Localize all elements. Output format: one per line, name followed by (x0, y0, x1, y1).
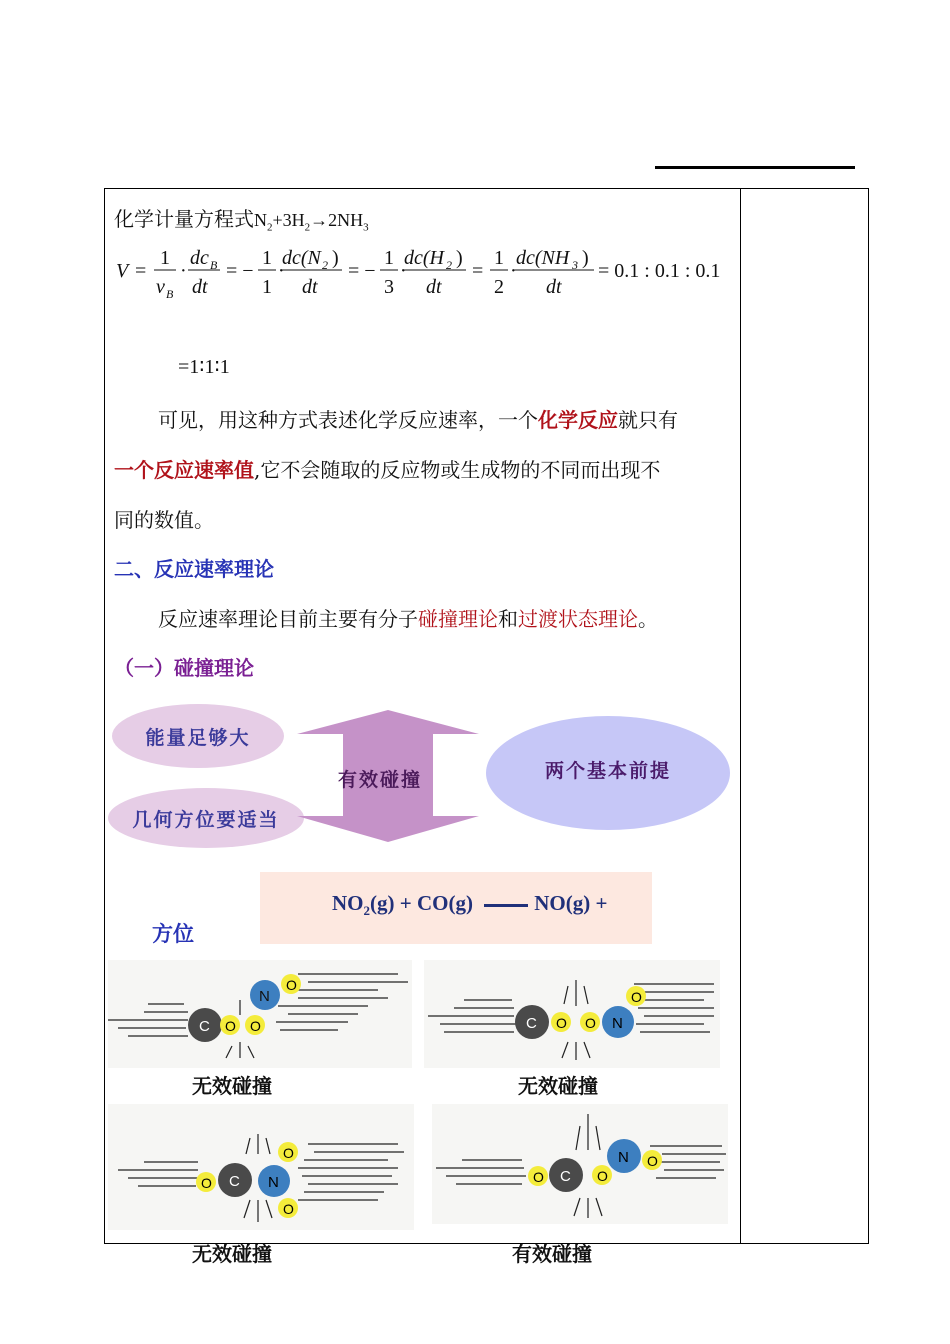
collision-panel-2 (424, 960, 720, 1068)
svg-text:N: N (259, 988, 270, 1005)
f1-den: v (156, 276, 165, 298)
para2-highlight: 一个反应速率值 (114, 458, 254, 482)
header-rule (655, 166, 855, 169)
svg-text:): ) (456, 247, 463, 269)
svg-text:·: · (510, 260, 517, 282)
svg-text:O: O (201, 1175, 212, 1191)
f4-num: dc(N (282, 247, 321, 269)
f2-num-sub: B (210, 258, 218, 272)
f4-den: dt (302, 276, 318, 298)
rate-v: V (116, 260, 129, 282)
svg-text:N: N (618, 1149, 629, 1166)
collision-theory-term: 碰撞理论 (418, 607, 498, 631)
collision-panel-3 (108, 1104, 414, 1230)
f4-num-sub: 2 (322, 258, 328, 272)
stoich-label: 化学计量方程式 (114, 207, 254, 231)
transition-state-term: 过渡状态理论 (518, 607, 638, 631)
collision-caption-1: 无效碰撞 (192, 1074, 272, 1098)
stoich-arrow: → (310, 210, 329, 230)
svg-text:= −: = − (348, 260, 376, 282)
svg-text:O: O (597, 1168, 608, 1184)
svg-text:): ) (332, 247, 339, 269)
collision-panel-4 (432, 1104, 728, 1224)
svg-text:N: N (268, 1174, 279, 1191)
effective-collision-label: 有效碰撞 (338, 769, 423, 791)
f6-num: dc(H (404, 247, 444, 269)
f5-den: 3 (384, 276, 394, 298)
orientation-ellipse: 几何方位要适当 (108, 788, 304, 848)
svg-text:C: C (229, 1173, 240, 1190)
reaction-no: NO (332, 891, 364, 915)
collision-caption-3: 无效碰撞 (192, 1242, 272, 1266)
stoich-nh: 2NH (328, 210, 364, 230)
paragraph-2 (158, 603, 658, 632)
para1-text: 可见，用这种方式表述化学反应速率，一个 (158, 408, 538, 432)
para2-text: ,它不会随取的反应物或生成物的不同而出现不 (254, 458, 661, 482)
section-heading: 二、反应速率理论 (114, 557, 274, 581)
stoich-h-sub: 2 (304, 221, 311, 234)
svg-text:·: · (278, 260, 285, 282)
paragraph-1-line-2 (114, 454, 660, 483)
svg-text:C: C (199, 1018, 210, 1035)
rate-result: = 0.1 : 0.1 : 0.1 (598, 260, 721, 282)
svg-text:C: C (526, 1015, 537, 1032)
stoich-line (114, 203, 369, 234)
paragraph-1-line-3: 同的数值。 (114, 508, 214, 532)
svg-text:O: O (556, 1015, 567, 1031)
reaction-no-sub: 2 (363, 903, 370, 919)
stoich-n-sub: 2 (267, 221, 273, 234)
table-column-divider (740, 188, 741, 1244)
f8-num-sub: 3 (572, 258, 578, 272)
collision-caption-4: 有效碰撞 (512, 1242, 592, 1266)
subsection-heading: （一）碰撞理论 (114, 656, 254, 680)
reaction-product: NO(g) + (534, 891, 608, 915)
f7-den: 2 (494, 276, 504, 298)
svg-text:O: O (283, 1201, 294, 1217)
reaction-co: (g) + CO(g) (370, 891, 473, 915)
reaction-equation (332, 891, 607, 919)
collision-caption-2: 无效碰撞 (518, 1074, 598, 1098)
f1-den-sub: B (166, 287, 174, 301)
svg-text:O: O (585, 1015, 596, 1031)
f1-num: 1 (160, 247, 170, 269)
svg-text:C: C (560, 1168, 571, 1185)
svg-text:N: N (612, 1015, 623, 1032)
svg-text:·: · (180, 260, 187, 282)
f7-num: 1 (494, 247, 504, 269)
f6-den: dt (426, 276, 442, 298)
f8-num: dc(NH (516, 247, 570, 269)
stoich-nh-sub: 3 (363, 221, 369, 234)
stoich-h: +3H (272, 210, 305, 230)
svg-text:O: O (286, 977, 297, 993)
paragraph-1-line-1 (158, 404, 678, 433)
svg-text:): ) (582, 247, 589, 269)
energy-ellipse: 能量足够大 (112, 704, 284, 768)
f2-num: dc (190, 247, 209, 269)
f3-den: 1 (262, 276, 272, 298)
para4-text: 反应速率理论目前主要有分子 (158, 607, 418, 631)
para1-text-end: 就只有 (618, 408, 678, 432)
ratio-line: =1∶1∶1 (178, 356, 230, 378)
para4-and: 和 (498, 607, 518, 631)
svg-text:O: O (631, 989, 642, 1005)
f5-num: 1 (384, 247, 394, 269)
f2-den: dt (192, 276, 208, 298)
svg-text:O: O (225, 1018, 236, 1034)
svg-text:·: · (400, 260, 407, 282)
stoich-n: N (254, 210, 267, 230)
collision-panel-1 (108, 960, 412, 1068)
svg-text:O: O (533, 1169, 544, 1185)
rate-equation (110, 240, 730, 304)
para4-end: 。 (638, 607, 658, 631)
svg-text:O: O (283, 1145, 294, 1161)
f6-num-sub: 2 (446, 258, 452, 272)
f8-den: dt (546, 276, 562, 298)
orientation-label: 方位 (152, 921, 194, 946)
para1-highlight: 化学反应 (538, 408, 618, 432)
svg-text:= −: = − (226, 260, 254, 282)
svg-text:=: = (472, 260, 484, 282)
svg-text:=: = (135, 260, 147, 282)
svg-text:O: O (647, 1153, 658, 1169)
svg-text:O: O (250, 1018, 261, 1034)
two-premises-ellipse: 两个基本前提 (486, 716, 730, 830)
f3-num: 1 (262, 247, 272, 269)
